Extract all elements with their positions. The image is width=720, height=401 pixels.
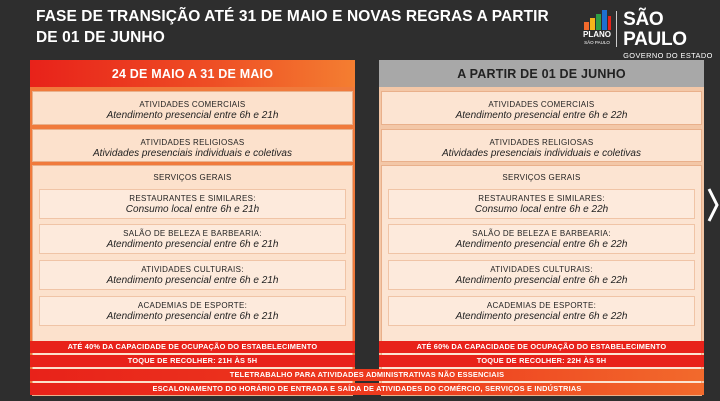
sub-restaurantes [388,189,695,219]
sub-desc: Atendimento presencial entre 6h e 22h [455,275,628,286]
sp-gov: GOVERNO DO ESTADO [623,51,713,60]
capacity-bar-transition: ATÉ 40% DA CAPACIDADE DE OCUPAÇÃO DO ESTABELECIMENTO [30,341,355,353]
logo-divider [616,11,617,47]
box-desc: Atendimento presencial entre 6h e 21h [106,110,279,121]
box-desc: Atendimento presencial entre 6h e 22h [455,110,628,121]
box-desc: Atividades presenciais individuais e coletivas [93,148,292,159]
sub-culturais [388,260,695,290]
column-header: 24 DE MAIO A 31 DE MAIO [30,60,355,87]
sub-title: ATIVIDADES CULTURAIS: [490,265,593,274]
box-title: SERVIÇOS GERAIS [502,173,581,182]
curfew-bar-transition: TOQUE DE RECOLHER: 21H ÀS 5H [30,355,355,367]
sub-desc: Atendimento presencial entre 6h e 22h [455,239,628,250]
plano-sp-logo [580,10,610,48]
box-religiosas [381,129,702,162]
page-title: FASE DE TRANSIÇÃO ATÉ 31 DE MAIO E NOVAS REGRAS A PARTIR DE 01 DE JUNHO [36,8,549,46]
sub-desc: Atendimento presencial entre 6h e 22h [455,311,628,322]
teletrabalho-bar: TELETRABALHO PARA ATIVIDADES ADMINISTRATIVAS NÃO ESSENCIAIS [30,369,704,381]
next-slide-button[interactable] [706,183,720,227]
sub-salao [388,224,695,254]
sub-title: ACADEMIAS DE ESPORTE: [137,301,248,310]
column-header: A PARTIR DE 01 DE JUNHO [379,60,704,87]
box-title: ATIVIDADES COMERCIAIS [139,100,246,109]
sub-title: ACADEMIAS DE ESPORTE: [486,301,597,310]
box-title: ATIVIDADES COMERCIAIS [488,100,595,109]
box-title: ATIVIDADES RELIGIOSAS [489,138,594,147]
sub-salao [39,224,346,254]
sub-title: SALÃO DE BELEZA E BARBEARIA: [123,229,262,238]
sub-desc: Consumo local entre 6h e 21h [125,204,260,215]
sub-desc: Atendimento presencial entre 6h e 21h [106,311,279,322]
logos [580,9,720,60]
plano-sub-label: SÃO PAULO [584,40,610,45]
sub-restaurantes [39,189,346,219]
capacity-bar-new: ATÉ 60% DA CAPACIDADE DE OCUPAÇÃO DO ESTABELECIMENTO [379,341,704,353]
sub-desc: Consumo local entre 6h e 22h [474,204,609,215]
bar-chart-icon [582,10,612,30]
sub-desc: Atendimento presencial entre 6h e 21h [106,275,279,286]
box-title: SERVIÇOS GERAIS [153,173,232,182]
box-religiosas [32,129,353,162]
sub-title: RESTAURANTES E SIMILARES: [478,194,605,203]
box-comerciais [32,91,353,125]
chevron-right-icon [707,185,719,225]
sp-name: SÃO PAULO [623,9,687,50]
sub-academias [39,296,346,326]
sub-title: ATIVIDADES CULTURAIS: [141,265,244,274]
sub-culturais [39,260,346,290]
escalonamento-bar: ESCALONAMENTO DO HORÁRIO DE ENTRADA E SAÍDA DE ATIVIDADES DO COMÉRCIO, SERVIÇOS E INDÚSTRIAS [30,383,704,395]
governo-sp-logo [623,10,720,60]
sub-title: SALÃO DE BELEZA E BARBEARIA: [472,229,611,238]
sub-title: RESTAURANTES E SIMILARES: [129,194,256,203]
curfew-bar-new: TOQUE DE RECOLHER: 22H ÀS 5H [379,355,704,367]
plano-label: PLANO [583,30,611,39]
box-comerciais [381,91,702,125]
sub-academias [388,296,695,326]
box-title: ATIVIDADES RELIGIOSAS [140,138,245,147]
box-desc: Atividades presenciais individuais e coletivas [442,148,641,159]
sub-desc: Atendimento presencial entre 6h e 21h [106,239,279,250]
